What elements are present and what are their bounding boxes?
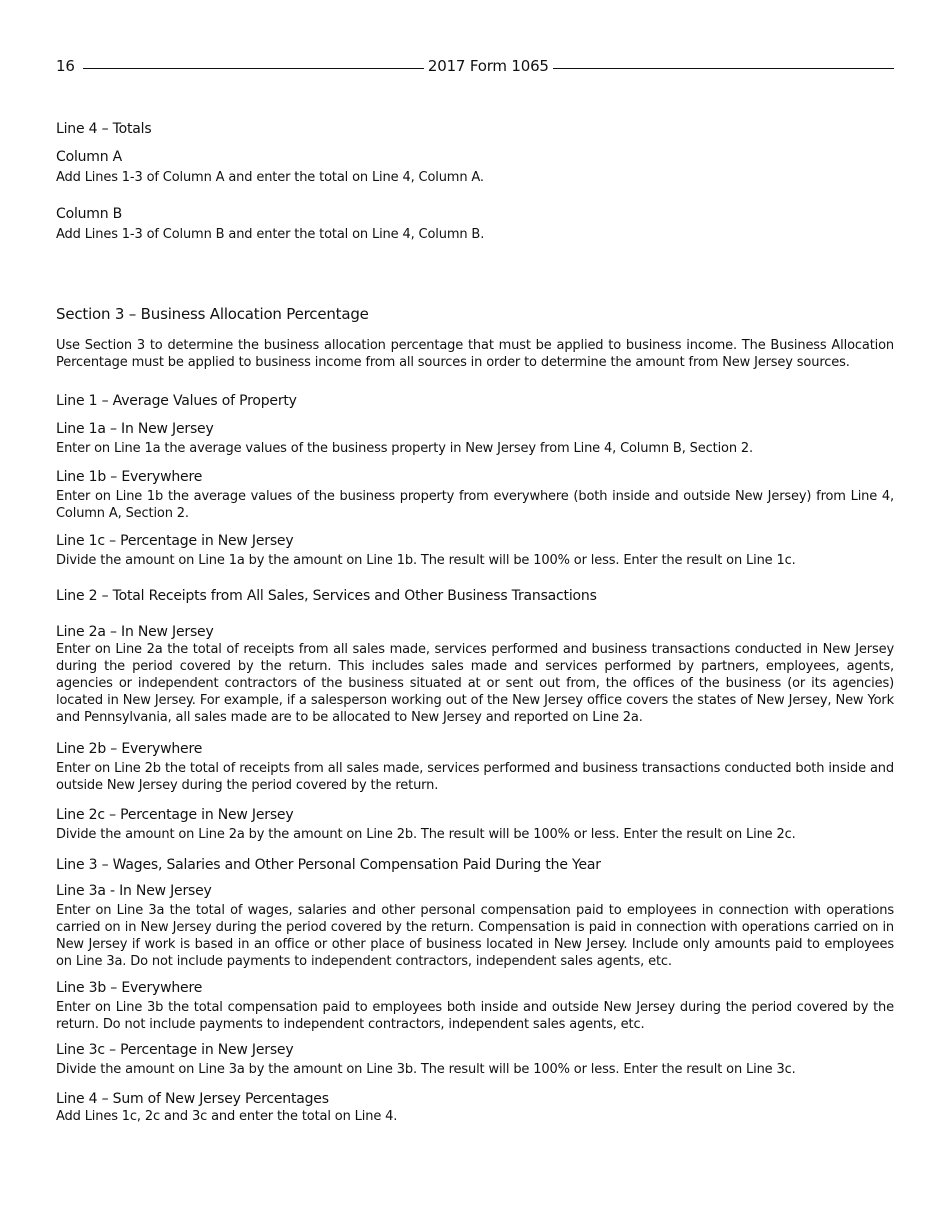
line3a-block	[56, 882, 894, 970]
section3-heading	[56, 305, 894, 323]
line3a-title: Line 3a - In New Jersey	[56, 883, 212, 899]
line2a-title: Line 2a – In New Jersey	[56, 624, 214, 640]
line3-heading	[56, 856, 894, 874]
column-a-block	[56, 148, 894, 186]
line1-heading	[56, 392, 894, 410]
line3c-title: Line 3c – Percentage in New Jersey	[56, 1042, 294, 1058]
line2a-text: Enter on Line 2a the total of receipts from all sales made, services performed and business transactions conducted in New Jersey during the period covered by the return. This includes sales made and services performed by partners, employees, agents, agencies or independent contractors of the business situated at or sent out from, the offices of the business (or its agencies) located in New Jersey. For example, if a salesperson working out of the New Jersey office covers the states of New Jersey, New York and Pennsylvania, all sales made are to be allocated to New Jersey and reported on Line 2a.	[56, 642, 894, 725]
column-b-block	[56, 205, 894, 243]
form-title: 2017 Form 1065	[427, 57, 549, 75]
column-b-title: Column B	[56, 206, 123, 222]
line4-sum-text: Add Lines 1c, 2c and 3c and enter the total on Line 4.	[56, 1109, 398, 1124]
line4-sum-title: Line 4 – Sum of New Jersey Percentages	[56, 1091, 329, 1107]
line1-title: Line 1 – Average Values of Property	[56, 393, 297, 409]
line2b-title: Line 2b – Everywhere	[56, 741, 203, 757]
line3b-text: Enter on Line 3b the total compensation paid to employees both inside and outside New Jersey during the period covered by the return. Do not include payments to independent contractors, independent sales agents, etc.	[56, 1000, 894, 1032]
column-a-title: Column A	[56, 149, 123, 165]
line1b-text: Enter on Line 1b the average values of the business property from everywhere (both inside and outside New Jersey) from Line 4, Column A, Section 2.	[56, 489, 894, 521]
section3-title: Section 3 – Business Allocation Percentage	[56, 305, 369, 323]
column-a-text: Add Lines 1-3 of Column A and enter the total on Line 4, Column A.	[56, 170, 484, 185]
line3-title: Line 3 – Wages, Salaries and Other Personal Compensation Paid During the Year	[56, 857, 601, 873]
line1a-text: Enter on Line 1a the average values of the business property in New Jersey from Line 4, Column B, Section 2.	[56, 441, 754, 456]
line1a-block	[56, 420, 894, 457]
line4-totals-title: Line 4 – Totals	[56, 121, 152, 137]
line2-heading	[56, 587, 894, 605]
line2b-block	[56, 740, 894, 794]
page-number: 16	[56, 57, 75, 75]
header-rule-left	[83, 68, 424, 69]
line4-totals-heading	[56, 120, 894, 138]
line1b-title: Line 1b – Everywhere	[56, 469, 203, 485]
line4-sum-block	[56, 1090, 894, 1125]
line1c-title: Line 1c – Percentage in New Jersey	[56, 533, 294, 549]
line3c-block	[56, 1041, 894, 1078]
page-header	[56, 57, 894, 75]
line1c-block	[56, 532, 894, 569]
line3b-block	[56, 979, 894, 1033]
section3-intro-text: Use Section 3 to determine the business allocation percentage that must be applied to business income. The Business Allocation Percentage must be applied to business income from all sources in order to determine the amount from New Jersey sources.	[56, 338, 894, 370]
line2c-text: Divide the amount on Line 2a by the amount on Line 2b. The result will be 100% or less. Enter the result on Line 2c.	[56, 827, 796, 842]
column-b-text: Add Lines 1-3 of Column B and enter the total on Line 4, Column B.	[56, 227, 485, 242]
line1b-block	[56, 468, 894, 522]
line1a-title: Line 1a – In New Jersey	[56, 421, 214, 437]
line1c-text: Divide the amount on Line 1a by the amount on Line 1b. The result will be 100% or less. Enter the result on Line 1c.	[56, 553, 796, 568]
header-rule-right	[553, 68, 894, 69]
line2c-title: Line 2c – Percentage in New Jersey	[56, 807, 294, 823]
line2b-text: Enter on Line 2b the total of receipts from all sales made, services performed and business transactions conducted both inside and outside New Jersey during the period covered by the return.	[56, 761, 894, 793]
line3b-title: Line 3b – Everywhere	[56, 980, 203, 996]
line3c-text: Divide the amount on Line 3a by the amount on Line 3b. The result will be 100% or less. Enter the result on Line 3c.	[56, 1062, 796, 1077]
line3a-text: Enter on Line 3a the total of wages, salaries and other personal compensation paid to employees in connection with operations carried on in New Jersey during the period covered by the return. Compensation is paid in connection with operations carried on in New Jersey if work is based in an office or other place of business located in New Jersey. Include only amounts paid to employees on Line 3a. Do not include payments to independent contractors, independent sales agents, etc.	[56, 903, 894, 969]
line2a-block	[56, 623, 894, 726]
section3-intro	[56, 337, 894, 371]
line2c-block	[56, 806, 894, 843]
line2-title: Line 2 – Total Receipts from All Sales, Services and Other Business Transactions	[56, 588, 597, 604]
